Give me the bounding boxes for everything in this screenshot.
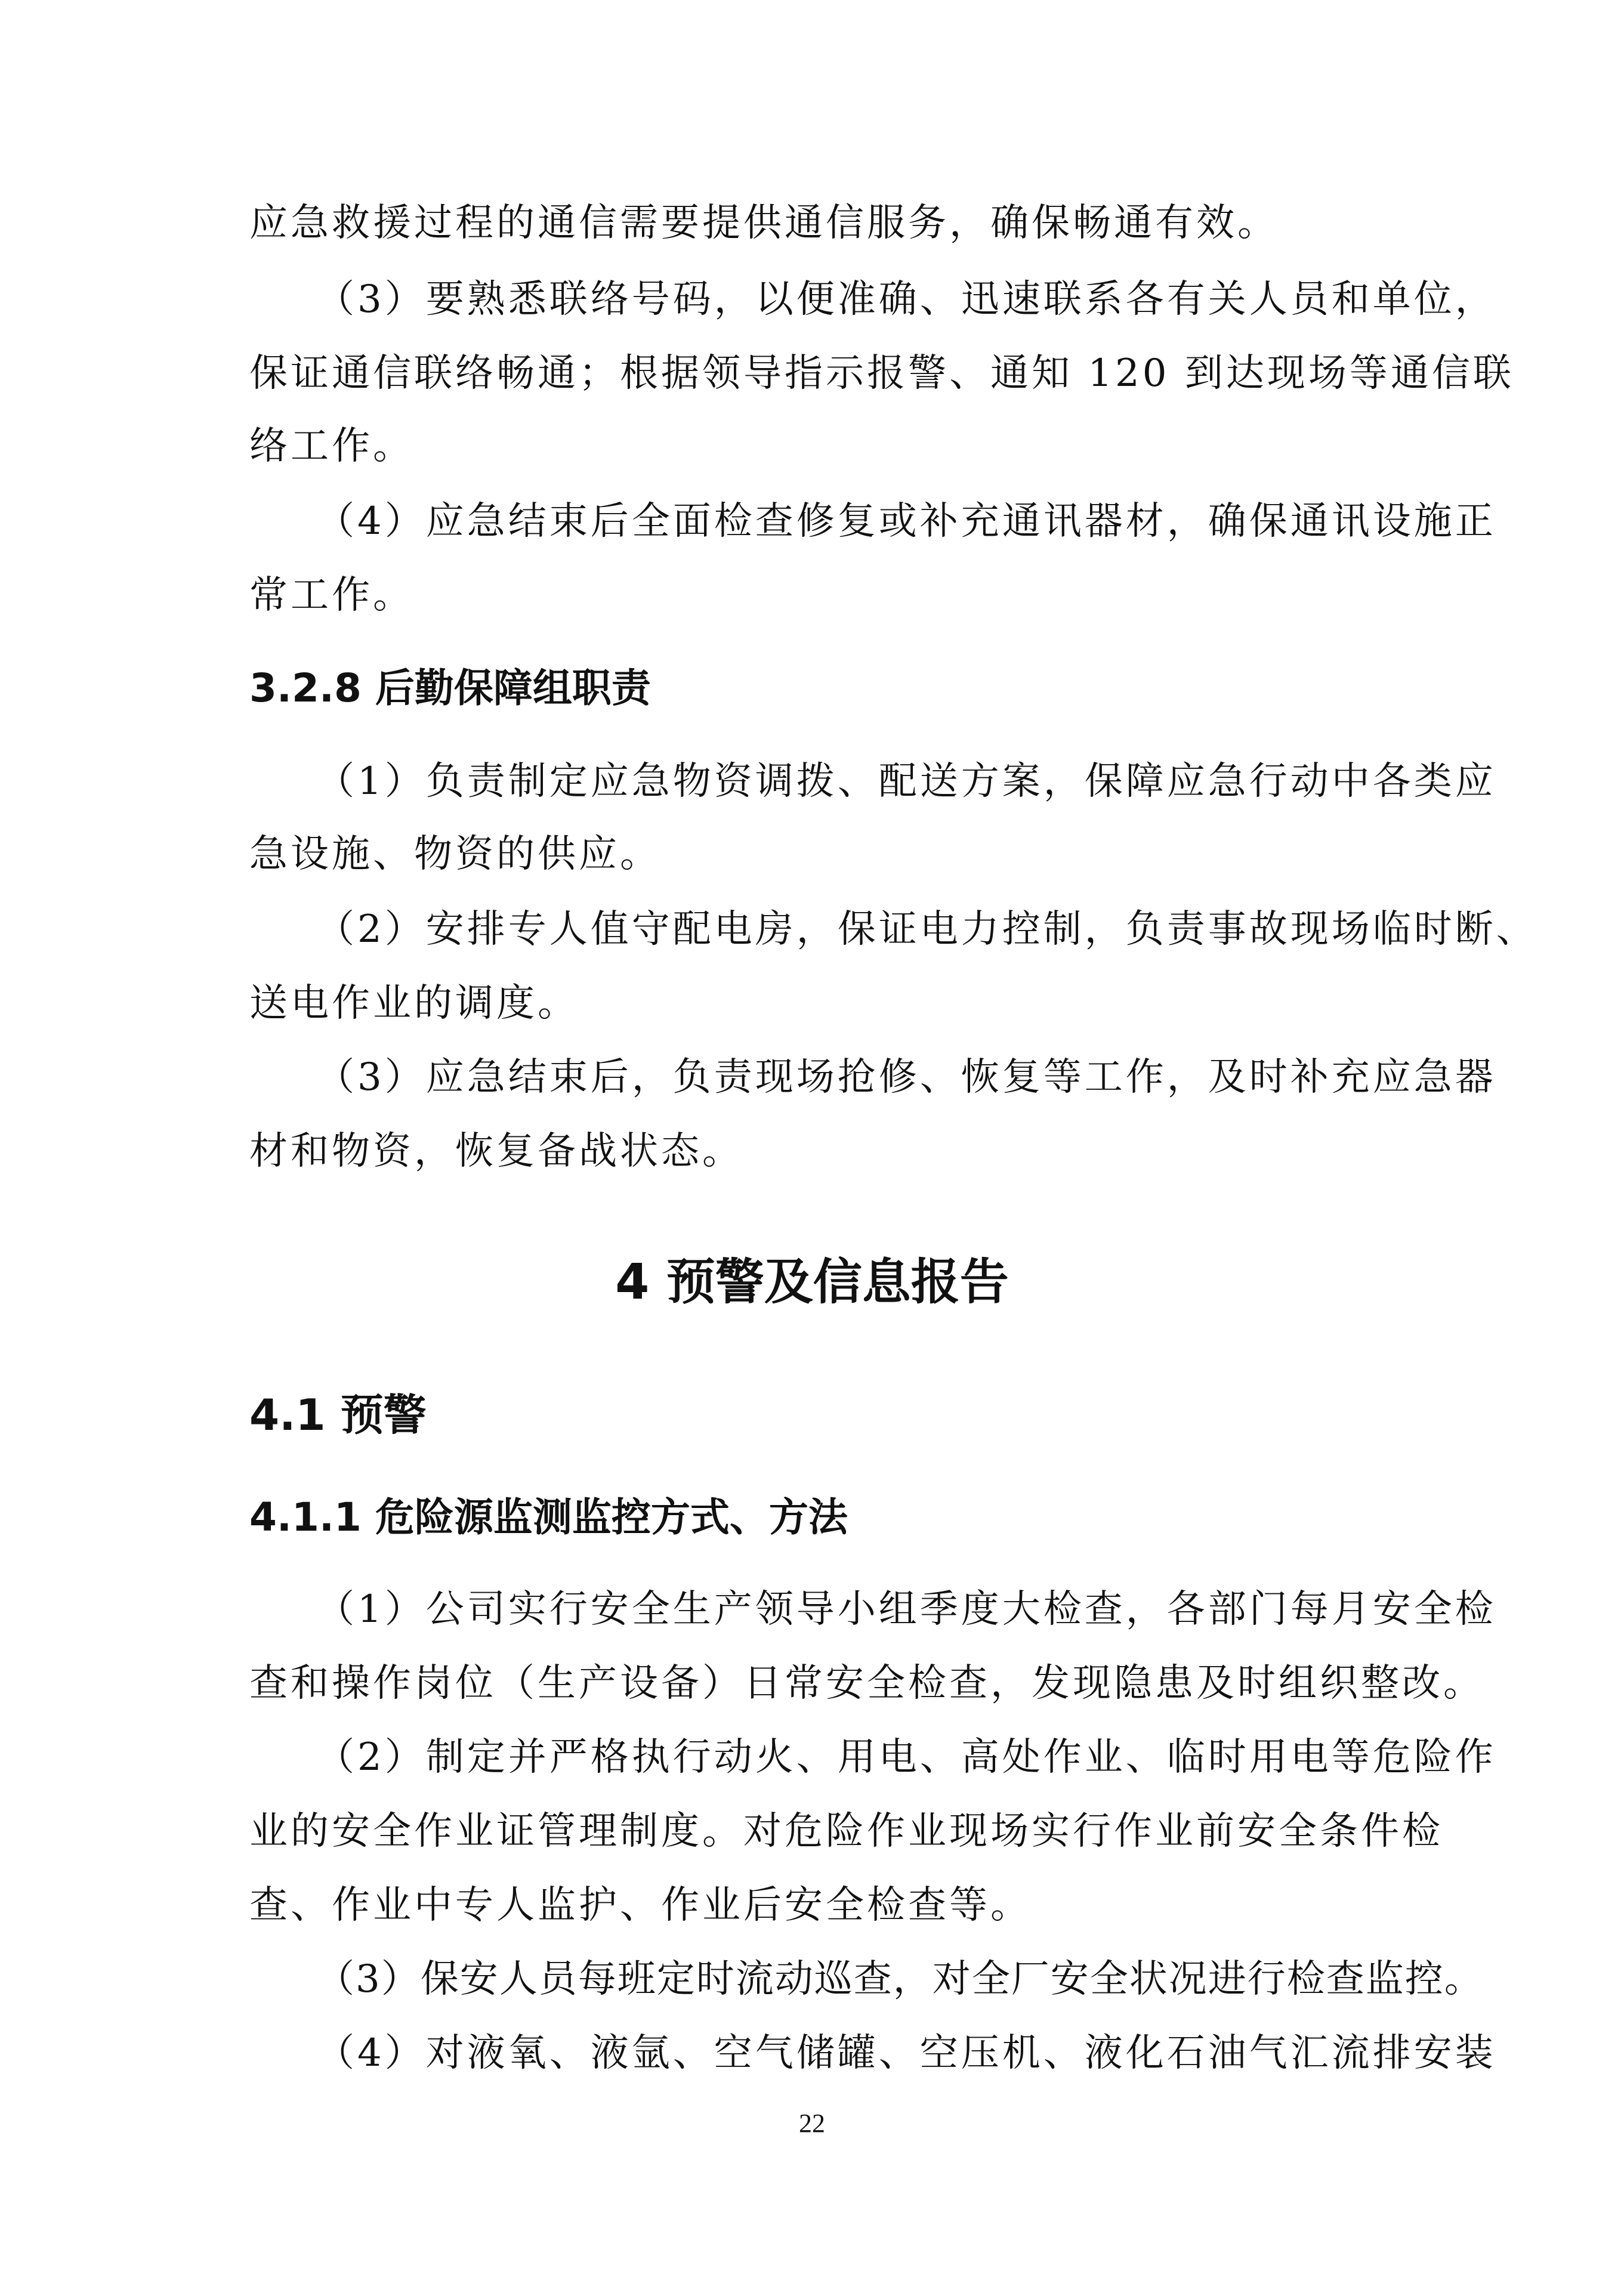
body-line: （1）负责制定应急物资调拨、配送方案，保障应急行动中各类应 — [316, 759, 1496, 804]
chapter-title: 4 预警及信息报告 — [615, 1254, 1009, 1311]
body-line: 材和物资，恢复备战状态。 — [249, 1129, 743, 1173]
body-line: （3）保安人员每班定时流动巡查，对全厂安全状况进行检查监控。 — [316, 1957, 1484, 2001]
body-line: 送电作业的调度。 — [249, 981, 579, 1025]
section-heading-3-2-8: 3.2.8 后勤保障组职责 — [249, 665, 651, 711]
body-line: （3）应急结束后，负责现场抢修、恢复等工作，及时补充应急器 — [316, 1055, 1496, 1099]
page-number: 22 — [799, 2109, 825, 2138]
body-line: 络工作。 — [249, 424, 414, 468]
section-heading-4-1: 4.1 预警 — [249, 1390, 427, 1440]
body-line: 查、作业中专人监护、作业后安全检查等。 — [249, 1883, 1032, 1927]
body-line: 查和操作岗位（生产设备）日常安全检查，发现隐患及时组织整改。 — [249, 1661, 1484, 1705]
body-line: 保证通信联络畅通；根据领导指示报警、通知 120 到达现场等通信联 — [249, 351, 1514, 395]
section-heading-4-1-1: 4.1.1 危险源监测监控方式、方法 — [249, 1494, 848, 1540]
body-line: 常工作。 — [249, 573, 414, 617]
body-line: （4）应急结束后全面检查修复或补充通讯器材，确保通讯设施正 — [316, 499, 1496, 543]
body-line: 应急救援过程的通信需要提供通信服务，确保畅通有效。 — [249, 201, 1279, 245]
body-line: （3）要熟悉联络号码，以便准确、迅速联系各有关人员和单位， — [316, 277, 1496, 322]
body-line: （2）安排专人值守配电房，保证电力控制，负责事故现场临时断、 — [316, 907, 1537, 951]
body-line: （1）公司实行安全生产领导小组季度大检查，各部门每月安全检 — [316, 1587, 1496, 1631]
body-line: （4）对液氧、液氩、空气储罐、空压机、液化石油气汇流排安装 — [316, 2031, 1496, 2075]
body-line: 业的安全作业证管理制度。对危险作业现场实行作业前安全条件检 — [249, 1809, 1443, 1853]
body-line: （2）制定并严格执行动火、用电、高处作业、临时用电等危险作 — [316, 1735, 1496, 1779]
body-line: 急设施、物资的供应。 — [249, 832, 661, 876]
